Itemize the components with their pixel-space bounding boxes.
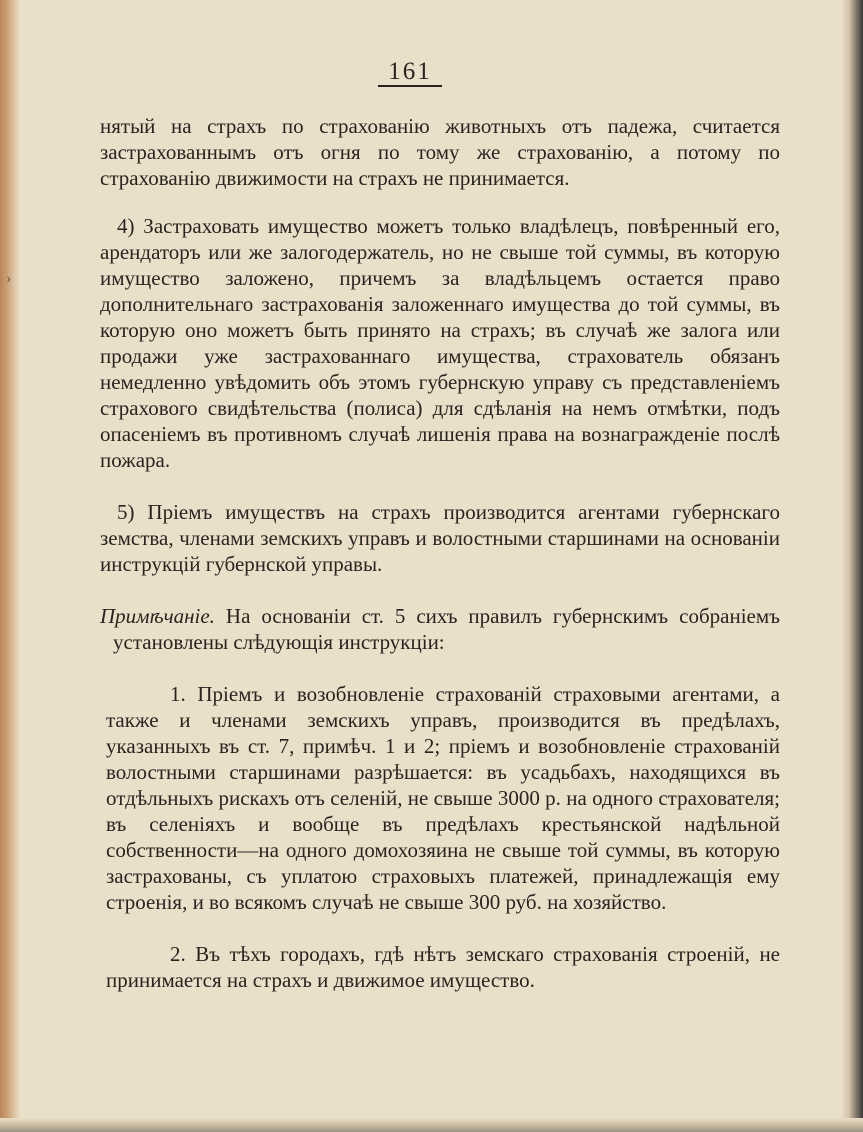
note-text: На основаніи ст. 5 сихъ правилъ губернскимъ собраніемъ установлены слѣдующія инструкціи: — [113, 604, 780, 654]
instruction-1-paragraph: 1. Пріемъ и возобновленіе страхованій страховыми агентами, а также и членами земскихъ управъ, производится въ предѣлахъ, указанныхъ въ ст. 7, примѣч. 1 и 2; пріемъ и возобновленіе страхованій волостными старшинами разрѣшается: въ усадьбахъ, находящихся въ отдѣльныхъ рискахъ отъ селеній, не свыше 3000 р. на одного страхователя; въ селеніяхъ и вообще въ предѣлахъ крестьянской надѣльной собственности—на одного домохозяина не свыше той суммы, въ которую застрахованы, съ уплатою страховыхъ платежей, принадлежащія ему строенія, и во всякомъ случаѣ не свыше 300 руб. на хозяйство. — [106, 682, 780, 914]
section-5-paragraph: 5) Пріемъ имуществъ на страхъ производится агентами губернскаго земства, членами земскихъ управъ и волостными старшинами на основаніи инструкцій губернской управы. — [100, 500, 780, 576]
page-number: 161 — [0, 58, 820, 86]
continuation-paragraph: нятый на страхъ по страхованію животныхъ отъ падежа, считается застрахованнымъ отъ огня по тому же страхованію, а потому по страхованію движимости на страхъ не принимается. — [100, 114, 780, 190]
page-body — [100, 113, 780, 1019]
section-4-paragraph: 4) Застраховать имущество можетъ только владѣлецъ, повѣренный его, арендаторъ или же залогодержатель, но не свыше той суммы, въ которую имущество заложено, причемъ за владѣльцемъ остается право дополнительнаго застрахованія заложеннаго имущества до той суммы, въ которую оно можетъ быть принято на страхъ; въ случаѣ же залога или продажи уже застрахованнаго имущества, страхователь обязанъ немедленно увѣдомить объ этомъ губернскую управу съ представленіемъ страхового свидѣтельства (полиса) для сдѣланія на немъ отмѣтки, подъ опасеніемъ въ противномъ случаѣ лишенія права на вознагражденіе послѣ пожара. — [100, 214, 780, 472]
note-label: Примѣчаніе. — [100, 604, 215, 628]
page-right-edge — [841, 0, 863, 1132]
page-bottom-edge — [0, 1118, 863, 1132]
page-binding-edge — [0, 0, 20, 1132]
instruction-2-paragraph: 2. Въ тѣхъ городахъ, гдѣ нѣтъ земскаго страхованія строеній, не принимается на страхъ и движимое имущество. — [106, 942, 780, 992]
margin-mark: › — [6, 270, 12, 287]
note-paragraph — [100, 603, 780, 655]
